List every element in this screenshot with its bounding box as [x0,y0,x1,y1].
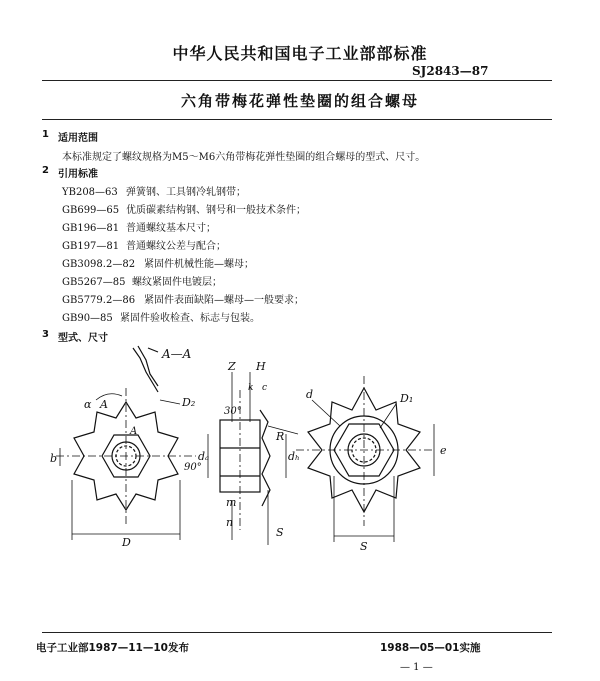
washer-side-profile [260,410,270,506]
reference-desc: 螺纹紧固件电镀层； [132,277,222,288]
reference-item [62,309,260,324]
m-label: m [226,496,237,509]
z-label: Z [228,360,236,373]
d-label: d [306,388,314,401]
c-label: c [262,383,268,393]
dh-label: dₕ [288,450,300,463]
alpha-label: α [84,398,92,411]
d2-label: D₂ [182,396,196,409]
reference-desc: 紧固件表面缺陷—螺母—一般要求； [144,295,304,306]
k-label: k [248,383,254,393]
effective-date: 1988—05—01实施 [380,642,481,654]
standard-code: SJ2843—87 [412,64,489,78]
technical-drawing [0,330,600,560]
reference-item [62,291,304,306]
reference-item [62,183,246,198]
angle-30-label: 30° [224,406,242,417]
section-3-title: 型式、尺寸 [58,333,108,344]
document-title: 六角带梅花弹性垫圈的组合螺母 [180,92,419,110]
left-view [56,388,196,540]
scope-paragraph: 本标准规定了螺纹规格为M5～M6六角带梅花弹性垫圈的组合螺母的型式、尺寸。 [62,152,426,163]
reference-item [62,255,254,270]
issue-info: 电子工业部1987—11—10发布 [36,642,189,654]
reference-item [62,201,306,216]
title-rule [42,119,552,120]
b-label: b [50,452,58,465]
section-detail-profile [138,346,158,386]
section-1-title: 适用范围 [58,133,98,144]
section-1-number: 1 [42,129,49,140]
reference-item [62,237,226,252]
page-number: — 1 — [400,662,433,673]
section-detail-leader [148,348,158,352]
reference-item [62,273,222,288]
section-detail-profile [133,348,158,392]
R-label: R [276,430,285,443]
reference-code: GB90—85 [62,313,113,324]
reference-code: GB5267—85 [62,277,126,288]
issuing-organization: 中华人民共和国电子工业部部标准 [172,44,428,63]
reference-desc: 优质碳素结构钢、钢号和一般技术条件； [126,205,306,216]
reference-code: GB196—81 [62,223,120,234]
middle-view [208,372,298,545]
reference-desc: 普通螺纹基本尺寸； [126,223,216,234]
leader-line [160,400,180,404]
header-rule [42,80,552,81]
reference-code: YB208—63 [62,187,118,198]
reference-code: GB197—81 [62,241,120,252]
footer-rule [42,632,552,633]
a1-label: A [100,398,108,411]
s-side-label: S [276,526,284,539]
reference-item [62,219,216,234]
da-label: dₐ [198,450,210,463]
section-label: A—A [162,347,192,361]
n-label: n [226,516,234,529]
h-label: H [256,360,266,373]
reference-desc: 普通螺纹公差与配合； [126,241,226,252]
e-label: e [440,444,447,457]
reference-code: GB3098.2—82 [62,259,136,270]
s-bottom-label: S [360,540,368,553]
angle-90-label: 90° [184,462,202,473]
reference-desc: 紧固件机械性能—螺母； [144,259,254,270]
reference-desc: 紧固件验收检查、标志与包装。 [120,313,260,324]
a2-label: A [130,426,138,437]
section-3-number: 3 [42,329,49,340]
reference-code: GB5779.2—86 [62,295,136,306]
D-label: D [122,536,131,549]
d1-label: D₁ [400,392,414,405]
section-2-title: 引用标准 [58,169,98,180]
reference-code: GB699—65 [62,205,120,216]
section-2-number: 2 [42,165,49,176]
right-view [296,376,434,542]
reference-desc: 弹簧钢、工具钢冷轧钢带； [126,187,246,198]
